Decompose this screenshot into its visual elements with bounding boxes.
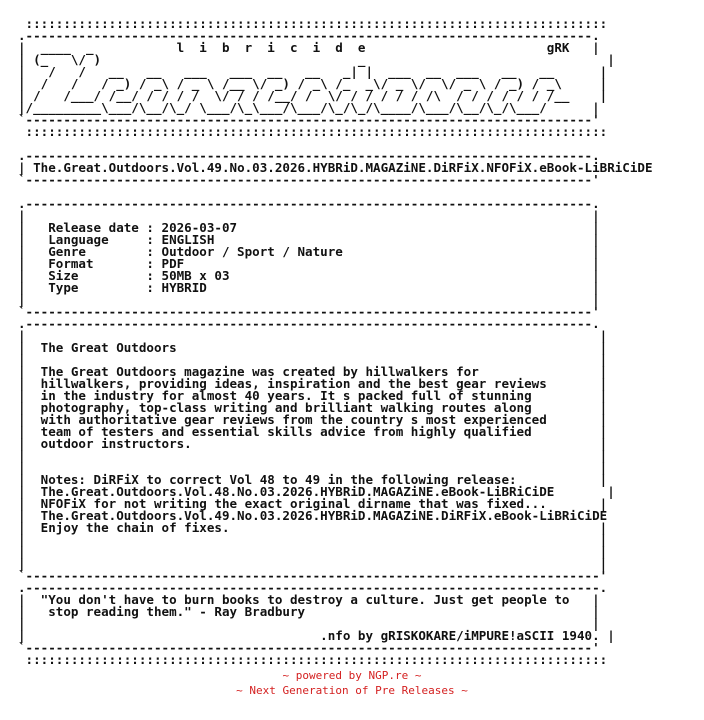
nfo-text: ::::::::::::::::::::::::::::::::::::::::::::::::::::::::::::::::::::::::::::: .---------------------------------------------------------------------------. | ____ _ l i b r i c i d e gRK | | (_ \/ ) _ | | / / __ __ ___ ___ __ __ _| | ___ __ ___ __ __ | | / / / _) / _\ / _ \ /__ \/ _) / _\ /_ _\/ _ \/ \/ _ \ / _) / _\ | | / /___/ /__/ / / / / \/ / / /__/ / \/ / / / / / /\ / / / / / / /__ | |/_________\___/\__/\_/ \___/\_\___/\___/\_/\_/\____/\___/\__/\_/\___/ | `---------------------------------------------------------------------------' ::::::::::::::::::::::::::::::::::::::::::::::::::::::::::::::::::::::::::::: .---------------------------------------------------------------------------. | The.Great.Outdoors.Vol.49.No.03.2026.HYBRiD.MAGAZiNE.DiRFiX.NFOFiX.eBook-LiBRiCiDE `---------------------------------------------------------------------------' .---------------------------------------------------------------------------. | | | Release date : 2026-03-07 | | Language : ENGLISH | | Genre : Outdoor / Sport / Nature | | Format : PDF | | Size : 50MB x 03 | | Type : HYBRID | | | `---------------------------------------------------------------------------' .---------------------------------------------------------------------------. | | | The Great Outdoors | | | | The Great Outdoors magazine was created by hillwalkers for | | hillwalkers, providing ideas, inspiration and the best gear reviews | | in the industry for almost 40 years. It s packed full of stunning | | photography, top-class writing and brilliant walking routes along | | with authoritative gear reviews from the country s most experienced | | team of testers and essential skills advice from highly qualified | | outdoor instructors. | | | | | | Notes: DiRFiX to correct Vol 48 to 49 in the following release: | | The.Great.Outdoors.Vol.48.No.03.2026.HYBRiD.MAGAZiNE.eBook-LiBRiCiDE | | NFOFiX for not writing the exact original dirname that was fixed... | | The.Great.Outdoors.Vol.49.No.03.2026.HYBRiD.MAGAZiNE.DiRFiX.eBook-LiBRiCiDE | Enjoy the chain of fixes. | | | | | | | `----------------------------------------------------------------------------' .----------------------------------------------------------------------------. | "You don't have to burn books to destroy a culture. Just get people to | | stop reading them." - Ray Bradbury | | | | .nfo by gRISKOKARE/iMPURE!aSCII 1940. | `---------------------------------------------------------------------------' ::::::::::::::::::::::::::::::::::::::::::::::::::::::::::::::::::::::::::::: <box>18 16 653 667</box>
release-name: The.Great.Outdoors.Vol.49.No.03.2026.HYBRiD.MAGAZiNE.DiRFiX.NFOFiX.eBook-LiBRiCiDE <box>33 160 653 175</box>
title-box-bottom: `---------------------------------------------------------------------------' <box>18 172 600 187</box>
title-box-top: .---------------------------------------------------------------------------. <box>18 148 600 163</box>
ascii-banner: ::::::::::::::::::::::::::::::::::::::::::::::::::::::::::::::::::::::::::::: .---------------------------------------------------------------------------. | ____ _ l i b r i c i d e gRK | | (_ \/ ) _ | | / / __ __ ___ ___ __ __ _| | ___ __ ___ __ __ | | / / / _) / _\ / _ \ /__ \/ _) / _\ /_ _\/ _ \/ \/ _ \ / _) / _\ | | / /___/ /__/ / / / / \/ / / /__/ / \/ / / / / / /\ / / / / / / /__ | |/_________\___/\__/\_/ \___/\_\___/\___/\_/\_/\____/\___/\__/\_/\___/ | `---------------------------------------------------------------------------' ::::::::::::::::::::::::::::::::::::::::::::::::::::::::::::::::::::::::::::: <box>18 16 615 139</box>
tagline-footer: ~ Next Generation of Pre Releases ~ <box>236 684 468 697</box>
description-block: .---------------------------------------------------------------------------. | | | The Great Outdoors | | | | The Great Outdoors magazine was created by hillwalkers for | | hillwalkers, providing ideas, inspiration and the best gear reviews | | in the industry for almost 40 years. It s packed full of stunning | | photography, top-class writing and brilliant walking routes along | | with authoritative gear reviews from the country s most experienced | | team of testers and essential skills advice from highly qualified | | outdoor instructors. | | | | | | Notes: DiRFiX to correct Vol 48 to 49 in the following release: | | The.Great.Outdoors.Vol.48.No.03.2026.HYBRiD.MAGAZiNE.eBook-LiBRiCiDE | | NFOFiX for not writing the exact original dirname that was fixed... | | The.Great.Outdoors.Vol.49.No.03.2026.HYBRiD.MAGAZiNE.DiRFiX.eBook-LiBRiCiDE | Enjoy the chain of fixes. | | | | | | | `----------------------------------------------------------------------------' <box>18 316 615 583</box>
quote-block: .----------------------------------------------------------------------------. | "You don't have to burn books to destroy a culture. Just get people to | | stop reading them." - Ray Bradbury | | | | .nfo by gRISKOKARE/iMPURE!aSCII 1940. | `---------------------------------------------------------------------------' ::::::::::::::::::::::::::::::::::::::::::::::::::::::::::::::::::::::::::::: <box>18 580 615 667</box>
release-info-block: .---------------------------------------------------------------------------. | | | Release date : 2026-03-07 | | Language : ENGLISH | | Genre : Outdoor / Sport / Nature | | Format : PDF | | Size : 50MB x 03 | | Type : HYBRID | | | `---------------------------------------------------------------------------' <box>18 196 600 319</box>
powered-by-footer: ~ powered by NGP.re ~ <box>282 669 422 682</box>
